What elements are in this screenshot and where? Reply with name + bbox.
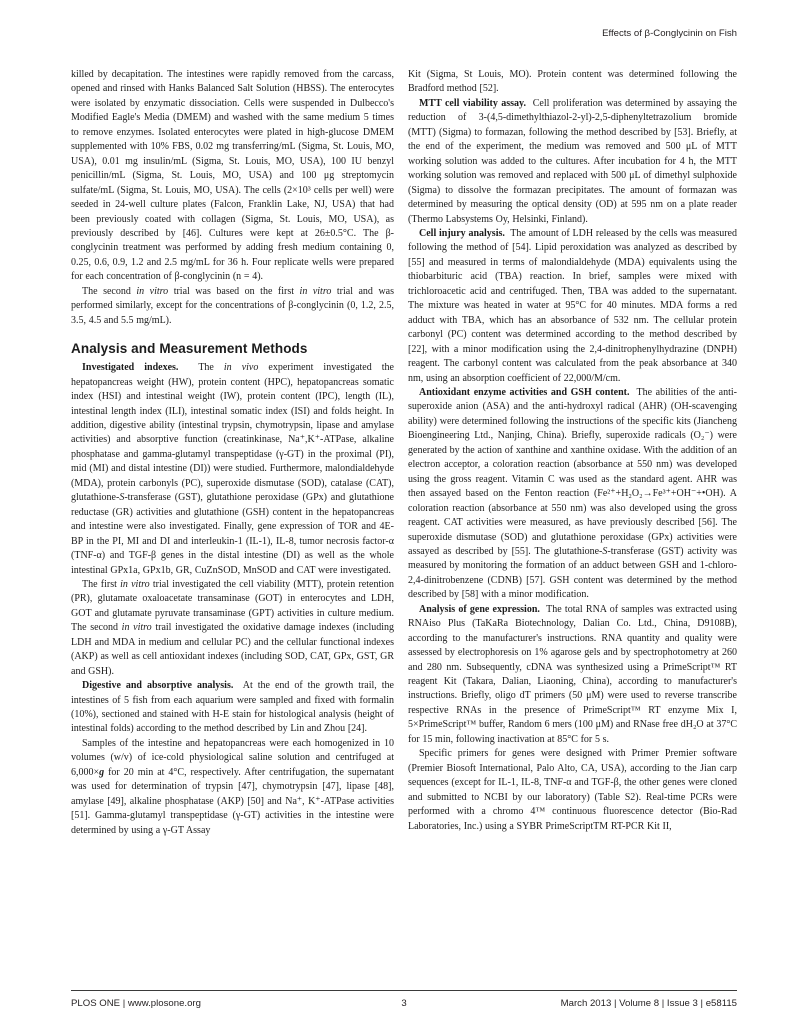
- running-title: Effects of β-Conglycinin on Fish: [602, 28, 737, 39]
- body-paragraph-investigated-indexes: Investigated indexes. The in vivo experiment investigated the hepatopancreas weight (HW), protein content (HPC), hepatopancreas somatic index (HSI) and intestinal weight (IW), protein content (IPC), length (IL), intestinal length index (ILI), intestinal somatic index (ISI) and folds height. In addition, digestive ability (intestinal trypsin, chymotrypsin, lipase and amylase activities) and absorptive function (creatinkinase, Na⁺,K⁺-ATPase, alkaline phosphatase and gamma-glutamyl transpeptidase (γ-GT) in the proximal (PI), mid (MI) and distal intestine (DI)) were studied. Furthermore, malondialdehyde (MDA), protein carbonyls (PC), superoxide dismutase (SOD), catalase (CAT), glutathione-S-transferase (GST), glutathione peroxidase (GPx) and glutathione reductase (GR) activities and glutathione (GSH) content in the hepatopancreas and intestine were also investigated. Finally, gene expression of TOR and 4E-BP in the PI, MI and DI and interleukin-1 (IL-1), IL-8, tumor necrosis factor-α (TNF-α) and TGF-β genes in the distal intestine (DI) as well as the whole intestinal GPx1a, GPx1b, GR, CuZnSOD, MnSOD and CAT were investigated.: [71, 362, 394, 576]
- page-body: [71, 68, 737, 838]
- section-heading-analysis-methods: Analysis and Measurement Methods: [71, 341, 308, 357]
- body-paragraph: Specific primers for genes were designed with Primer Premier software (Premier Biosoft International, Palo Alto, CA, USA), according to the Jian carp sequences (except for IL-1, IL-8, TNF-α and TGF-β, the other genes were cloned and submitted to NCBI by our laboratory) (Table S2). Real-time PCRs were performed with a chromo 4™ continuous fluorescence detector (Bio-Rad Laboratories, Inc.) using a SYBR PrimeScriptTM RT-PCR Kit II,: [408, 748, 737, 832]
- body-paragraph: killed by decapitation. The intestines were rapidly removed from the carcass, opened and rinsed with Hanks Balanced Salt Solution (HBSS). The enterocytes were isolated by enzymatic dissociation. Cells were suspended in Dulbecco's Modified Eagle's Media (DMEM) and washed with the same medium 5 times to remove enzymes. Isolated enterocytes were plated in high-glucose DMEM supplemented with 10% FBS, 0.02 mg transferring/mL (Sigma, St. Louis, MO, USA), 0.01 mg insulin/mL (Sigma, St. Louis, MO, USA), 100 IU benzyl penicillin/mL (Sigma, St. Louis, MO, USA) and 100 μg streptomycin sulfate/mL (Sigma, St. Louis, MO, USA). The cells (2×10³ cells per well) were seeded in 24-well culture plates (Falcon, Franklin Lake, NJ, USA) that had been previously coated with collagen (Sigma, St. Louis, MO, USA), as previously described by [46]. Cultures were kept at 26±0.5°C. The β-conglycinin treatment was performed by adding fresh medium containing 0, 0.25, 0.6, 0.9, 1.2 and 2.5 mg/mL for 36 h. Four replicate wells were prepared for each concentration of β-conglycinin (n = 4).: [71, 69, 394, 283]
- page-footer: [71, 990, 737, 1009]
- body-paragraph-antioxidant: Antioxidant enzyme activities and GSH content. The abilities of the anti-superoxide anion (ASA) and the anti-hydroxyl radical (AHR) (OH-scavenging ability) were determined following the instructions of the specific kits (Jiancheng Bioengineering Ltd., Nanjing, China). Briefly, superoxide radicals (O₂⁻) were generated by the action of xanthine and xanthine oxidase. With the addition of an electron acceptor, a coloration reaction (absorbance at 550 nm) was developed using the gross reagent. Vitamin C was used as the standard agent. AHR was then assayed based on the Fenton reaction (Fe²⁺+H₂O₂→Fe³⁺+OH⁻+•OH). A coloration reaction (absorbance at 550 nm) was also developed using the gross reagent. CAT activities were measured, as have previously described [56]. The superoxide dismutase (SOD) and glutathione peroxidase (GPx) activities were assayed as described by [55]. The glutathione-S-transferase (GST) activity was measured by monitoring the formation of an adduct between GSH and 1-chloro-2,4-dinitrobenzene (CDNB) [57]. GSH content was determined by the method described by [58] with a minor modification.: [408, 386, 737, 601]
- body-paragraph: The first in vitro trial investigated the cell viability (MTT), protein retention (PR), glutamate oxaloacetate transaminase (GOT) in enterocytes and LDH, GOT and glutamate pyruvate transaminase (GPT) activities in culture medium. The second in vitro trail investigated the oxidative damage indexes (including LDH and MDA in medium and cellular PC) and the cellular functional indexes (AKP) as well as cell antioxidant indexes (including SOD, CAT, GPx, GST, GR and GSH).: [71, 578, 394, 677]
- footer-issue-info: March 2013 | Volume 8 | Issue 3 | e58115: [560, 998, 737, 1009]
- body-paragraph: Samples of the intestine and hepatopancreas were each homogenized in 10 volumes (w/v) of ice-cold physiological saline solution and centrifuged at 6,000×g for 20 min at 4°C, respectively. After centrifugation, the supernatant was used for determination of trypsin [47], chymotrypsin [47], lipase [48], amylase [49], alkaline phosphatase (AKP) [50] and Na⁺, K⁺-ATPase activities [51]. Gamma-glutamyl transpeptidase (γ-GT) activities in the intestine were determined by using a γ-GT Assay: [71, 737, 394, 836]
- footer-journal-name: PLOS ONE | www.plosone.org: [71, 998, 201, 1009]
- body-paragraph: Kit (Sigma, St Louis, MO). Protein content was determined following the Bradford method [52].: [408, 69, 737, 95]
- body-paragraph: The second in vitro trial was based on the first in vitro trial and was performed similarly, except for the concentrations of β-conglycinin (0, 1.2, 2.5, 3.5, 4.5 and 5.5 mg/mL).: [71, 285, 395, 326]
- body-paragraph-digestive-analysis: Digestive and absorptive analysis. At the end of the growth trail, the intestines of 5 fish from each aquarium were sampled and fixed with formalin (10%), sectioned and stained with H-E stain for histological analysis (height of intestinal folds) according to the method described by Lin and Zhou [24].: [71, 680, 394, 735]
- footer-page-number: 3: [401, 998, 407, 1009]
- body-paragraph-mtt-assay: MTT cell viability assay. Cell proliferation was determined by assaying the reduction of 3-(4,5-dimethylthiazol-2-yl)-2,5-diphenyltetrazolium bromide (MTT) (Sigma) to formazan, following the method described by [53]. Briefly, at the end of the experiment, the medium was removed and 500 μL of MTT working solution was added to the cultures. After incubation for 4 h, the MTT working solution was removed and replaced with 500 μL of dimethyl sulphoxide (Sigma) to dissolve the formazan precipitates. The amount of formazan was determined by measuring the optical density (OD) at 595 nm on a plate reader (Thermo Labsystems Oy, Helsinki, Finland).: [408, 97, 737, 225]
- right-column: [408, 68, 737, 838]
- body-paragraph-cell-injury: Cell injury analysis. The amount of LDH released by the cells was measured following the method of [54]. Lipid peroxidation was analyzed as described by [55] and measured in terms of malondialdehyde (MDA) equivalents using the thiobarbituric acid (TBA) reaction. In brief, samples were mixed with trichloroacetic acid and centrifuged. Then, TBA was added to the supernatant. The mixture was heated in water at 95°C for 40 minutes. MDA forms a red adduct with TBA, which has an absorbance of 532 nm. The cellular protein carbonyl (PC) content was determined according to the method described by [22], with a minor modification using the 2,4-dinitrophenylhydrazine (DNPH) reagent. The carbonyl content was calculated from the peak absorbance at 340 nm, using an absorption coefficient of 22,000/M/cm.: [408, 227, 737, 384]
- body-paragraph-gene-expression: Analysis of gene expression. The total RNA of samples was extracted using RNAiso Plus (TaKaRa Biotechnology, Dalian Co. Ltd., China, D9108B), according to the manufacturer's instructions. RNA quantity and quality were assessed by electrophoresis on 1% agarose gels and by spectrophotometry at 260 and 280 nm. Subsequently, cDNA was synthesized using a PrimeScript™ RT reagent Kit (Takara, Dalian, Liaoning, China), according to manufacturer's instructions. Briefly, oligo dT primers (50 μM) were used to reverse transcribe respective RNAs in the presence of PrimeScript™ RT enzyme Mix I, 5×PrimeScript™ buffer, Random 6 mers (100 μM) and RNase free dH₂O at 37°C for 15 min, following inactivation at 85°C for 5 s.: [408, 603, 738, 745]
- left-column: [71, 68, 394, 838]
